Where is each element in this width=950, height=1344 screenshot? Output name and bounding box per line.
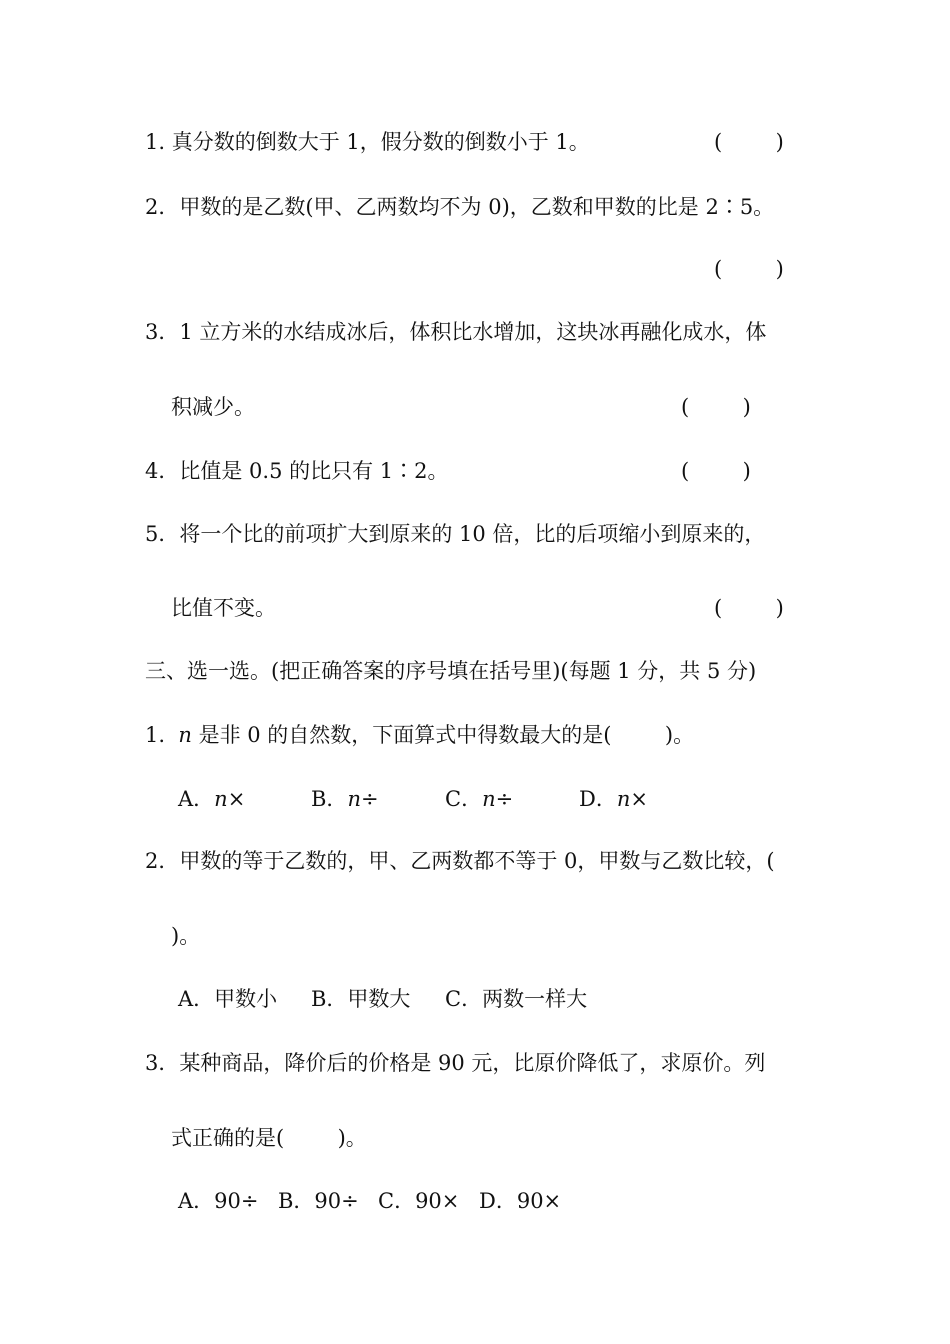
- choice-q3-option-d[interactable]: D．90×: [479, 1189, 562, 1213]
- option-a-label: A．: [178, 787, 215, 811]
- option-c-variable: n: [482, 787, 496, 811]
- option-d-operator: ×: [630, 787, 648, 811]
- judgment-q5-answer-parens[interactable]: ( ): [714, 596, 784, 620]
- option-d-variable: n: [616, 787, 631, 811]
- choice-q1-option-c[interactable]: [445, 785, 513, 813]
- judgment-q5-text-line1: 5．将一个比的前项扩大到原来的 10 倍，比的后项缩小到原来的，: [145, 522, 766, 546]
- option-c-operator: ÷: [495, 787, 514, 811]
- option-c-label: C．: [445, 787, 483, 811]
- choice-q1-prefix: 1.: [145, 723, 179, 747]
- judgment-q4-text: 4．比值是 0.5 的比只有 1∶2。: [145, 459, 449, 483]
- choice-q3-text-line2[interactable]: 式正确的是( )。: [171, 1126, 367, 1150]
- judgment-q5-text-line2: 比值不变。: [171, 596, 276, 620]
- option-a-operator: ×: [227, 787, 246, 811]
- judgment-q2-text: 2．甲数的是乙数(甲、乙两数均不为 0)，乙数和甲数的比是 2∶5。: [145, 195, 775, 219]
- choice-q1-option-b[interactable]: [311, 785, 379, 813]
- choice-q1-option-a[interactable]: [178, 785, 245, 813]
- judgment-q3-text-line1: 3．1 立方米的水结成冰后，体积比水增加，这块冰再融化成水，体: [145, 320, 767, 344]
- choice-q1-text: [145, 721, 694, 749]
- choice-q1-variable: n: [178, 723, 192, 747]
- choice-q2-option-a[interactable]: A．甲数小: [178, 987, 278, 1011]
- choice-q3-text-line1: 3．某种商品，降价后的价格是 90 元，比原价降低了，求原价。列: [145, 1051, 766, 1075]
- choice-q2-option-c[interactable]: C．两数一样大: [445, 987, 588, 1011]
- choice-q2-text-line1: 2．甲数的等于乙数的，甲、乙两数都不等于 0，甲数与乙数比较，(: [145, 849, 775, 873]
- section3-heading: 三、选一选。(把正确答案的序号填在括号里)(每题 1 分，共 5 分): [145, 659, 757, 683]
- option-b-operator: ÷: [360, 787, 379, 811]
- option-a-variable: n: [214, 787, 228, 811]
- choice-q2-option-b[interactable]: B．甲数大: [311, 987, 411, 1011]
- choice-q2-text-line2[interactable]: )。: [171, 924, 201, 948]
- choice-q3-option-c[interactable]: C．90×: [378, 1189, 460, 1213]
- choice-q3-option-a[interactable]: A．90÷: [178, 1189, 259, 1213]
- option-d-label: D．: [579, 787, 617, 811]
- judgment-q1-text: 1. 真分数的倒数大于 1，假分数的倒数小于 1。: [145, 130, 590, 154]
- judgment-q2-answer-parens[interactable]: ( ): [714, 257, 784, 281]
- judgment-q3-answer-parens[interactable]: ( ): [681, 395, 751, 419]
- option-b-label: B．: [311, 787, 348, 811]
- option-b-variable: n: [347, 787, 361, 811]
- judgment-q1-answer-parens[interactable]: ( ): [714, 130, 784, 154]
- judgment-q4-answer-parens[interactable]: ( ): [681, 459, 751, 483]
- choice-q3-option-b[interactable]: B．90÷: [278, 1189, 359, 1213]
- choice-q1-option-d[interactable]: [579, 785, 648, 813]
- judgment-q3-text-line2: 积减少。: [171, 395, 255, 419]
- choice-q1-rest[interactable]: 是非 0 的自然数，下面算式中得数最大的是( )。: [191, 723, 695, 747]
